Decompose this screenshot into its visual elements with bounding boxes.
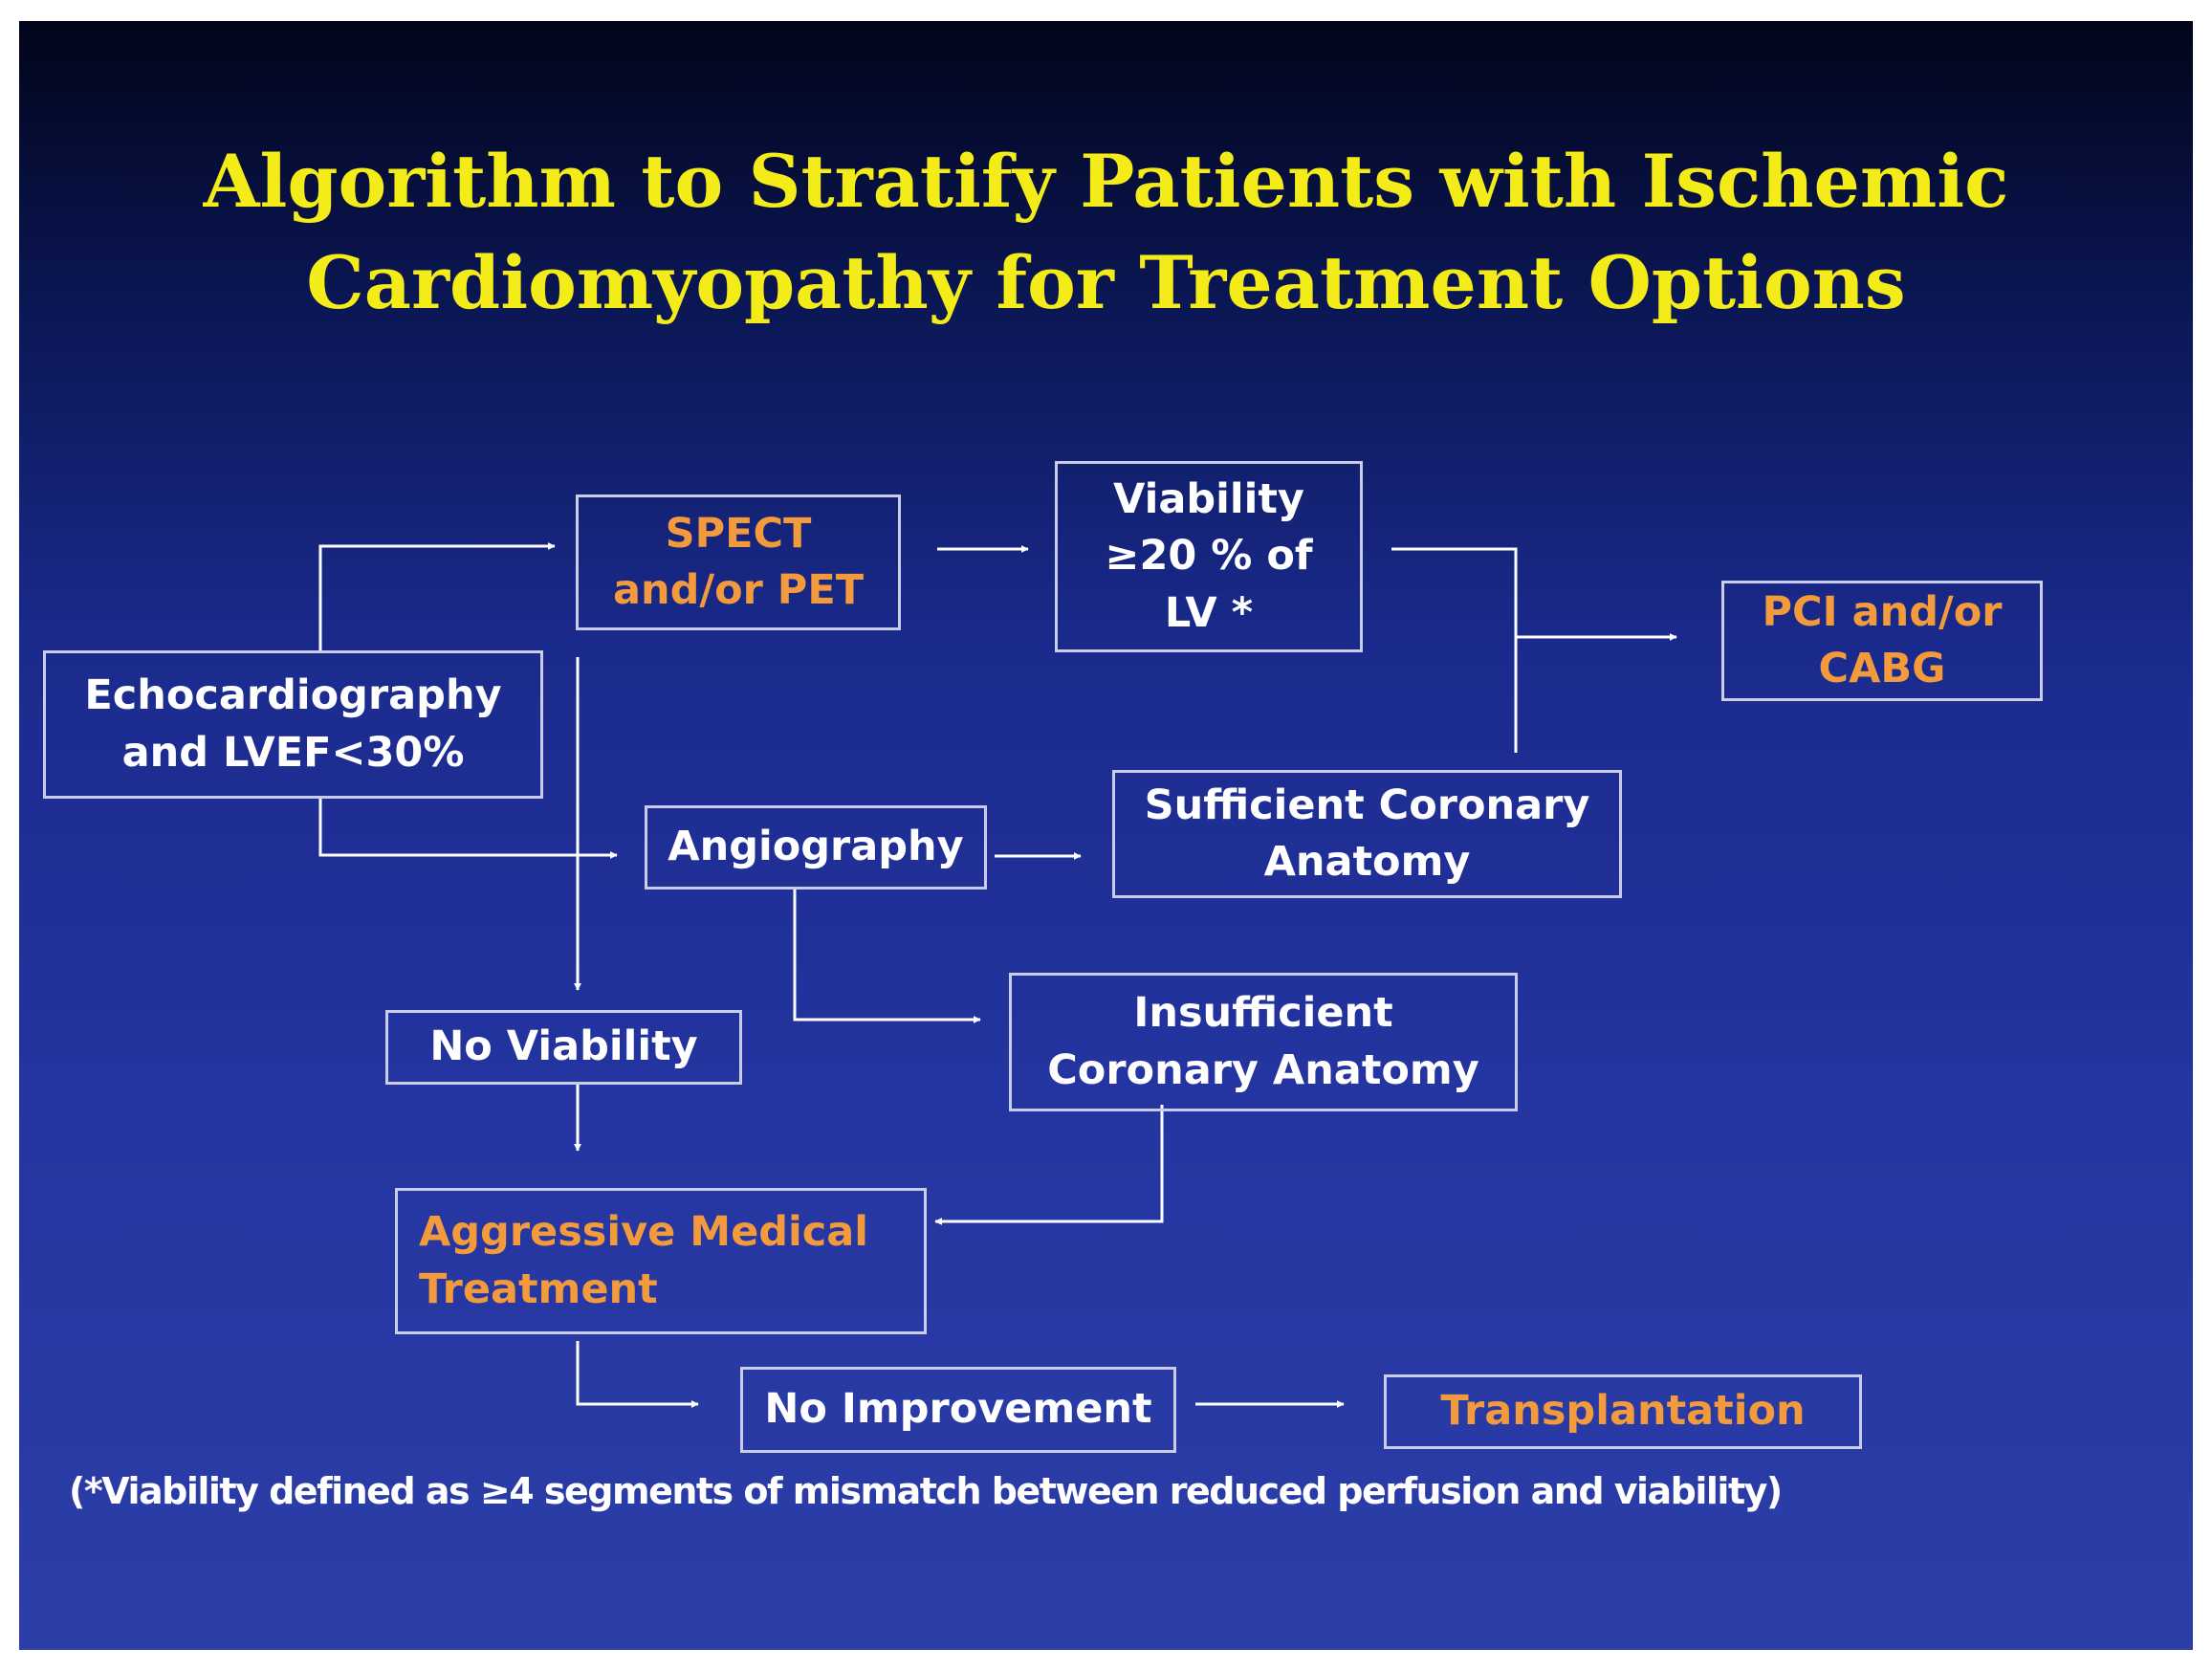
insufficient-label-line-2: Coronary Anatomy <box>1047 1045 1479 1094</box>
viability-label-line-2: ≥20 % of <box>1105 532 1313 581</box>
connector-echo-to-spect <box>320 546 555 650</box>
footnote: (*Viability defined as ≥4 segments of mismatch between reduced perfusion and viability) <box>69 1470 1782 1512</box>
transplantation-box <box>1384 1374 1862 1449</box>
viability-label-line-1: Viability <box>1113 475 1304 523</box>
no-improvement-label: No Improvement <box>764 1385 1152 1434</box>
viability-label-line-3: LV * <box>1164 588 1254 637</box>
sufficient-label-line-2: Anatomy <box>1263 838 1471 886</box>
insufficient-label-line-1: Insufficient <box>1133 989 1393 1038</box>
slide <box>19 21 2193 1650</box>
spect-label-line-1: SPECT <box>665 509 812 558</box>
title-line-1: Algorithm to Stratify Patients with Ischemic <box>203 139 2009 224</box>
spect-label-line-2: and/or PET <box>612 566 865 614</box>
viability-box <box>1055 461 1363 652</box>
connector-insufficient-to-aggressive <box>935 1105 1162 1221</box>
sufficient-anatomy-box <box>1112 770 1622 898</box>
aggressive-treatment-box <box>395 1188 927 1334</box>
connector-angiography-to-insufficient <box>795 890 980 1020</box>
title-line-2: Cardiomyopathy for Treatment Options <box>306 240 1906 325</box>
connector-aggressive-to-no-improvement <box>578 1341 698 1404</box>
no-improvement-box <box>740 1367 1176 1453</box>
echocardiography-label-line-2: and LVEF<30% <box>121 728 465 777</box>
angiography-box <box>645 805 987 890</box>
connector-viability-to-merge <box>1391 549 1516 753</box>
sufficient-label-line-1: Sufficient Coronary <box>1144 780 1590 829</box>
connector-echo-to-angiography <box>320 796 617 855</box>
aggressive-label-line-1: Aggressive Medical <box>419 1208 869 1257</box>
echocardiography-label-line-1: Echocardiography <box>84 671 502 720</box>
aggressive-label-line-2: Treatment <box>419 1264 658 1313</box>
pci-label-line-1: PCI and/or <box>1762 587 2003 636</box>
pci-label-line-2: CABG <box>1818 645 1946 692</box>
angiography-label: Angiography <box>668 823 964 871</box>
no-viability-box <box>385 1010 742 1085</box>
insufficient-anatomy-box <box>1009 973 1518 1111</box>
spect-pet-box <box>576 494 901 630</box>
echocardiography-box <box>43 650 543 799</box>
no-viability-label: No Viability <box>429 1022 698 1071</box>
transplantation-label: Transplantation <box>1440 1387 1806 1436</box>
pci-cabg-box <box>1721 581 2043 701</box>
